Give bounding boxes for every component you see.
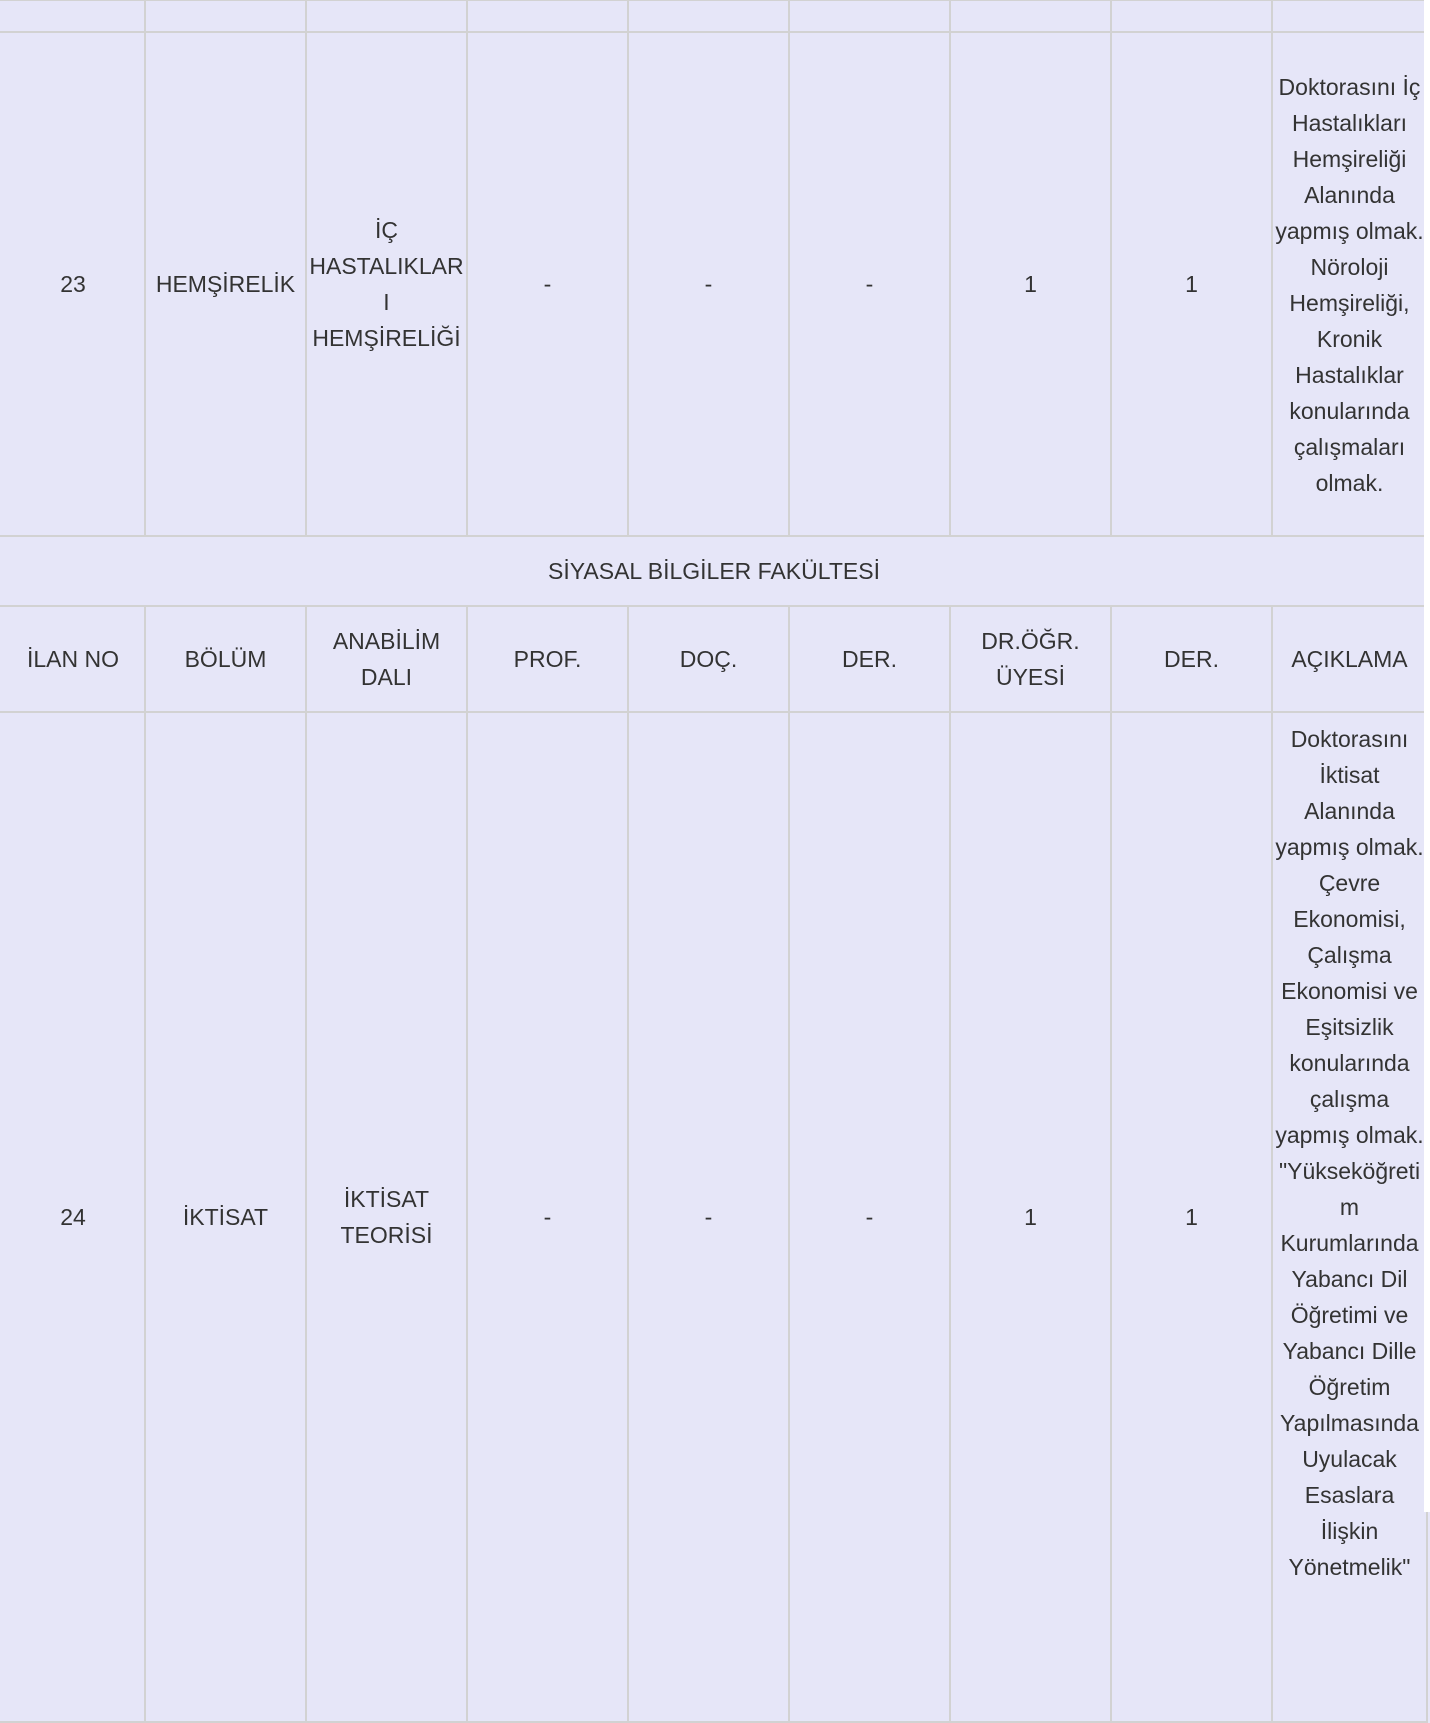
- der-cell: -: [789, 712, 950, 1722]
- table-row: [0, 712, 1427, 1722]
- header-der: DER.: [1111, 606, 1272, 712]
- prof-cell: -: [467, 32, 628, 536]
- doc-cell: -: [628, 712, 789, 1722]
- faculty-section-row: [0, 536, 1427, 606]
- header-bolum: BÖLÜM: [145, 606, 306, 712]
- aciklama-cell: Doktorasını İç Hastalıkları Hemşireliği Alanında yapmış olmak. Nöroloji Hemşireliği, Kronik Hastalıklar konularında çalışmaları olmak.: [1272, 32, 1427, 536]
- anabilim-dali-cell: İÇ HASTALIKLARI HEMŞİRELİĞİ: [306, 32, 467, 536]
- table-cell: [1111, 0, 1272, 32]
- faculty-title: SİYASAL BİLGİLER FAKÜLTESİ: [0, 536, 1427, 606]
- anabilim-dali-cell: İKTİSAT TEORİSİ: [306, 712, 467, 1722]
- header-aciklama: AÇIKLAMA: [1272, 606, 1427, 712]
- header-anabilim-dali: ANABİLİM DALI: [306, 606, 467, 712]
- table-cell: [0, 0, 145, 32]
- der-cell: 1: [1111, 712, 1272, 1722]
- bolum-cell: İKTİSAT: [145, 712, 306, 1722]
- der-cell: 1: [1111, 32, 1272, 536]
- table-cell: [306, 0, 467, 32]
- header-dr-ogr-uyesi: DR.ÖĞR. ÜYESİ: [950, 606, 1111, 712]
- table-row: [0, 32, 1427, 536]
- previous-row-tail: [0, 0, 1427, 32]
- header-der: DER.: [789, 606, 950, 712]
- page-right-edge: [1424, 0, 1430, 1512]
- table-cell: [1272, 0, 1427, 32]
- ilan-no-cell: 24: [0, 712, 145, 1722]
- aciklama-cell: Doktorasını İktisat Alanında yapmış olmak. Çevre Ekonomisi, Çalışma Ekonomisi ve Eşitsizlik konularında çalışma yapmış olmak. "Yükseköğretim Kurumlarında Yabancı Dil Öğretimi ve Yabancı Dille Öğretim Yapılmasında Uyulacak Esaslara İlişkin Yönetmelik": [1272, 712, 1427, 1722]
- ilan-no-cell: 23: [0, 32, 145, 536]
- table-cell: [467, 0, 628, 32]
- table-cell: [628, 0, 789, 32]
- bolum-cell: HEMŞİRELİK: [145, 32, 306, 536]
- table-cell: [789, 0, 950, 32]
- header-ilan-no: İLAN NO: [0, 606, 145, 712]
- der-cell: -: [789, 32, 950, 536]
- dr-ogr-uyesi-cell: 1: [950, 32, 1111, 536]
- table-cell: [145, 0, 306, 32]
- dr-ogr-uyesi-cell: 1: [950, 712, 1111, 1722]
- table-header-row: [0, 606, 1427, 712]
- doc-cell: -: [628, 32, 789, 536]
- prof-cell: -: [467, 712, 628, 1722]
- header-prof: PROF.: [467, 606, 628, 712]
- table-cell: [950, 0, 1111, 32]
- header-doc: DOÇ.: [628, 606, 789, 712]
